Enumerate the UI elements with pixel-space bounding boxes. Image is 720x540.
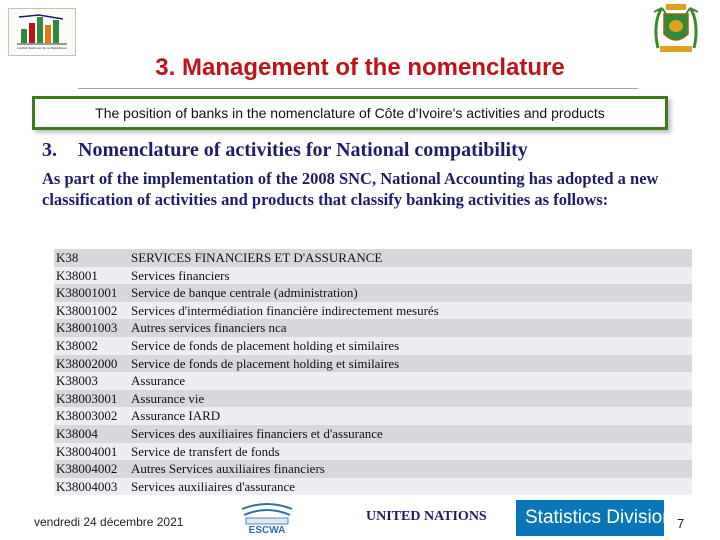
- subtitle-text: The position of banks in the nomenclature of Côte d'Ivoire's activities and products: [95, 105, 605, 121]
- row-label: Assurance: [131, 373, 186, 389]
- page-number: 7: [677, 516, 685, 531]
- nomenclature-table: [54, 249, 692, 495]
- section-heading-text: Nomenclature of activities for National compatibility: [78, 139, 528, 161]
- table-row: [54, 319, 692, 337]
- table-row: [54, 372, 692, 390]
- table-row: [54, 425, 692, 443]
- escwa-logo: [236, 501, 298, 539]
- section-heading: [42, 139, 528, 162]
- row-label: Service de fonds de placement holding et similaires: [131, 337, 400, 353]
- row-code: K38003002: [56, 408, 118, 424]
- table-row: [54, 460, 692, 478]
- statistics-division-label: Statistics Division: [525, 507, 673, 528]
- row-label: Autres Services auxiliaires financiers: [131, 461, 325, 477]
- row-label: Service de fonds de placement holding et similaires: [131, 355, 400, 371]
- row-label: Services financiers: [131, 267, 230, 283]
- row-code: K38: [56, 250, 79, 265]
- row-code: K38004: [56, 425, 98, 441]
- subtitle-box: [32, 96, 668, 130]
- row-code: K38003: [56, 373, 98, 389]
- table-row: [54, 443, 692, 461]
- table-row: [54, 407, 692, 425]
- row-code: K38003001: [56, 390, 118, 406]
- row-label: Service de transfert de fonds: [131, 443, 280, 459]
- title-divider: [78, 88, 638, 89]
- statistics-division-logo: [516, 500, 673, 536]
- section-number: 3.: [42, 139, 57, 161]
- row-label: Services des auxiliaires financiers et d'assurance: [131, 425, 383, 441]
- table-row: [54, 355, 692, 373]
- row-code: K38004002: [56, 461, 118, 477]
- coat-of-arms-logo: [640, 2, 712, 56]
- table-row: [54, 284, 692, 302]
- row-label: Assurance IARD: [131, 408, 221, 424]
- row-code: K38001003: [56, 320, 118, 336]
- ins-logo: [8, 8, 76, 56]
- table-row: [54, 337, 692, 355]
- footer-date: vendredi 24 décembre 2021: [34, 515, 184, 529]
- row-code: K38001: [56, 267, 98, 283]
- table-row: [54, 267, 692, 285]
- table-row: [54, 478, 692, 496]
- row-code: K38001001: [56, 285, 118, 301]
- row-label: Assurance vie: [131, 390, 205, 406]
- coat-of-arms-icon: [640, 2, 712, 56]
- table-row: [54, 302, 692, 320]
- section-paragraph: As part of the implementation of the 2008 SNC, National Accounting has adopted a new classification of activities and products that classify banking activities as follows:: [42, 169, 659, 209]
- row-code: K38004001: [56, 443, 118, 459]
- row-code: K38004003: [56, 478, 118, 494]
- row-label: Autres services financiers nca: [131, 320, 287, 336]
- row-label: Service de banque centrale (administration): [131, 285, 358, 301]
- row-label: Services auxiliaires d'assurance: [131, 478, 296, 494]
- escwa-label: ESCWA: [248, 525, 286, 536]
- table-row: [54, 249, 692, 267]
- slide-title: 3. Management of the nomenclature: [155, 54, 565, 81]
- row-code: K38001002: [56, 302, 118, 318]
- table-row: [54, 390, 692, 408]
- row-label: SERVICES FINANCIERS ET D'ASSURANCE: [131, 250, 383, 265]
- united-nations-label: UNITED NATIONS: [366, 509, 487, 524]
- row-code: K38002000: [56, 355, 118, 371]
- row-label: Services d'intermédiation financière indirectement mesurés: [131, 302, 439, 318]
- row-code: K38002: [56, 337, 98, 353]
- ins-logo-caption: Institut National de la Statistique: [17, 46, 67, 50]
